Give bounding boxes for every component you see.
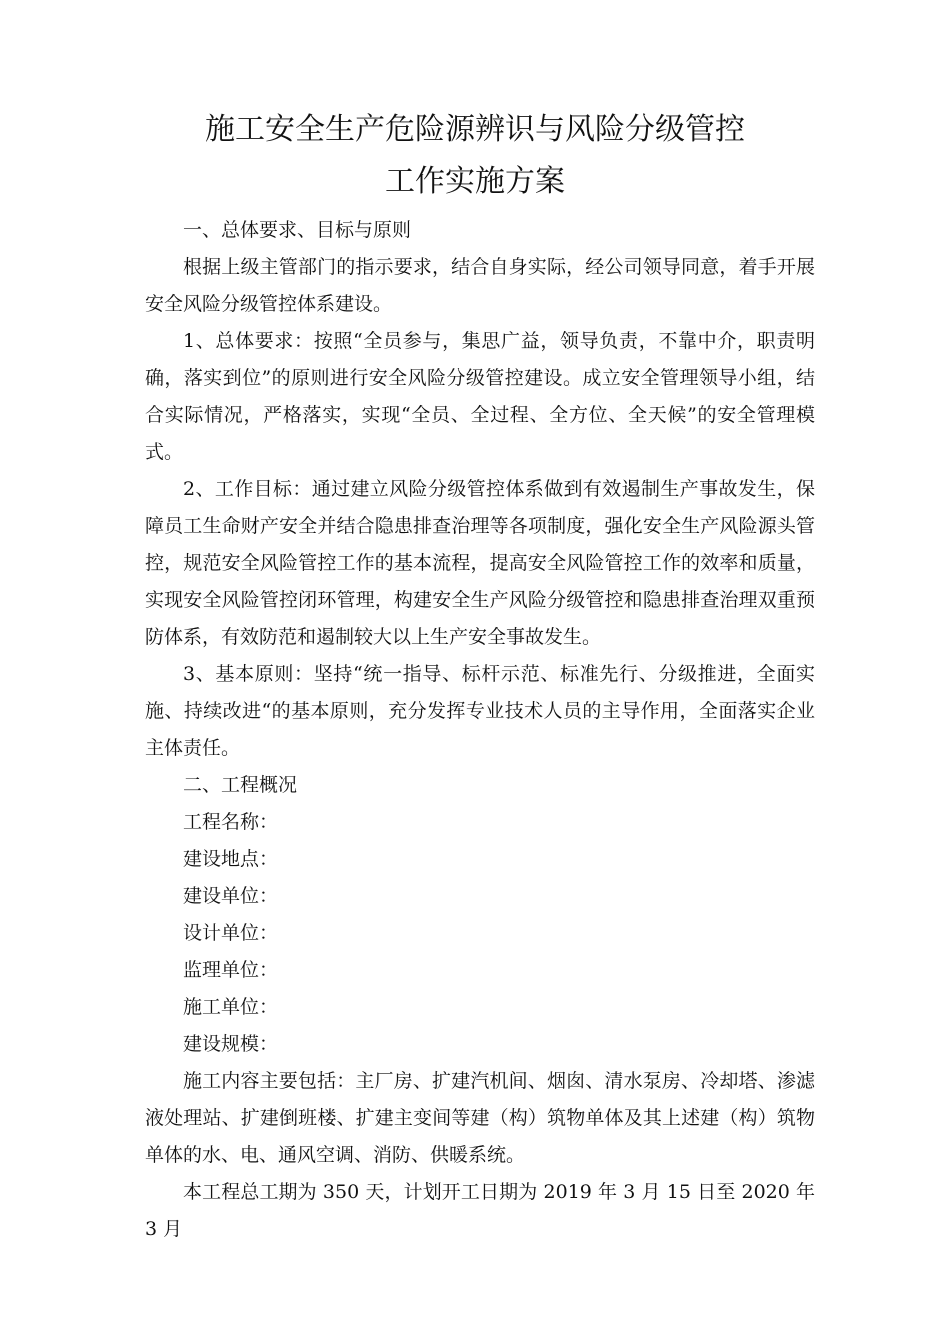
paragraph-construction-scope: 施工内容主要包括：主厂房、扩建汽机间、烟囱、清水泵房、冷却塔、渗滤液处理站、扩建倒班楼、扩建主变间等建（构）筑物单体及其上述建（构）筑物单体的水、电、通风空调、消防、供暖系统。 (145, 1070, 815, 1166)
document-body (145, 212, 815, 1248)
field-owner-unit: 建设单位： (183, 885, 279, 907)
field-supervision-unit: 监理单位： (183, 959, 279, 981)
paragraph-schedule: 本工程总工期为 350 天，计划开工日期为 2019 年 3 月 15 日至 2020 年 3 月 (145, 1181, 815, 1240)
document-title-line-2: 工作实施方案 (385, 164, 565, 199)
paragraph-intro: 根据上级主管部门的指示要求，结合自身实际，经公司领导同意，着手开展安全风险分级管控体系建设。 (145, 256, 815, 315)
paragraph-basic-principles: 3、基本原则：坚持“统一指导、标杆示范、标准先行、分级推进，全面实施、持续改进“的基本原则，充分发挥专业技术人员的主导作用，全面落实企业主体责任。 (145, 663, 815, 759)
field-design-unit: 设计单位： (183, 922, 279, 944)
section-heading-2: 二、工程概况 (183, 774, 298, 796)
field-contractor-unit: 施工单位： (183, 996, 279, 1018)
section-heading-1: 一、总体要求、目标与原则 (183, 219, 412, 241)
field-construction-site: 建设地点： (183, 848, 279, 870)
paragraph-overall-requirements: 1、总体要求：按照“全员参与，集思广益，领导负责，不靠中介，职责明确，落实到位”的原则进行安全风险分级管控建设。成立安全管理领导小组，结合实际情况，严格落实，实现“全员、全过程、全方位、全天候”的安全管理模式。 (145, 330, 815, 463)
field-construction-scale: 建设规模： (183, 1033, 279, 1055)
document-title-line-1: 施工安全生产危险源辨识与风险分级管控 (205, 112, 745, 147)
paragraph-work-goals: 2、工作目标：通过建立风险分级管控体系做到有效遏制生产事故发生，保障员工生命财产安全并结合隐患排查治理等各项制度，强化安全生产风险源头管控，规范安全风险管控工作的基本流程，提高安全风险管控工作的效率和质量，实现安全风险管控闭环管理，构建安全生产风险分级管控和隐患排查治理双重预防体系，有效防范和遏制较大以上生产安全事故发生。 (145, 478, 815, 648)
field-project-name: 工程名称： (183, 811, 279, 833)
